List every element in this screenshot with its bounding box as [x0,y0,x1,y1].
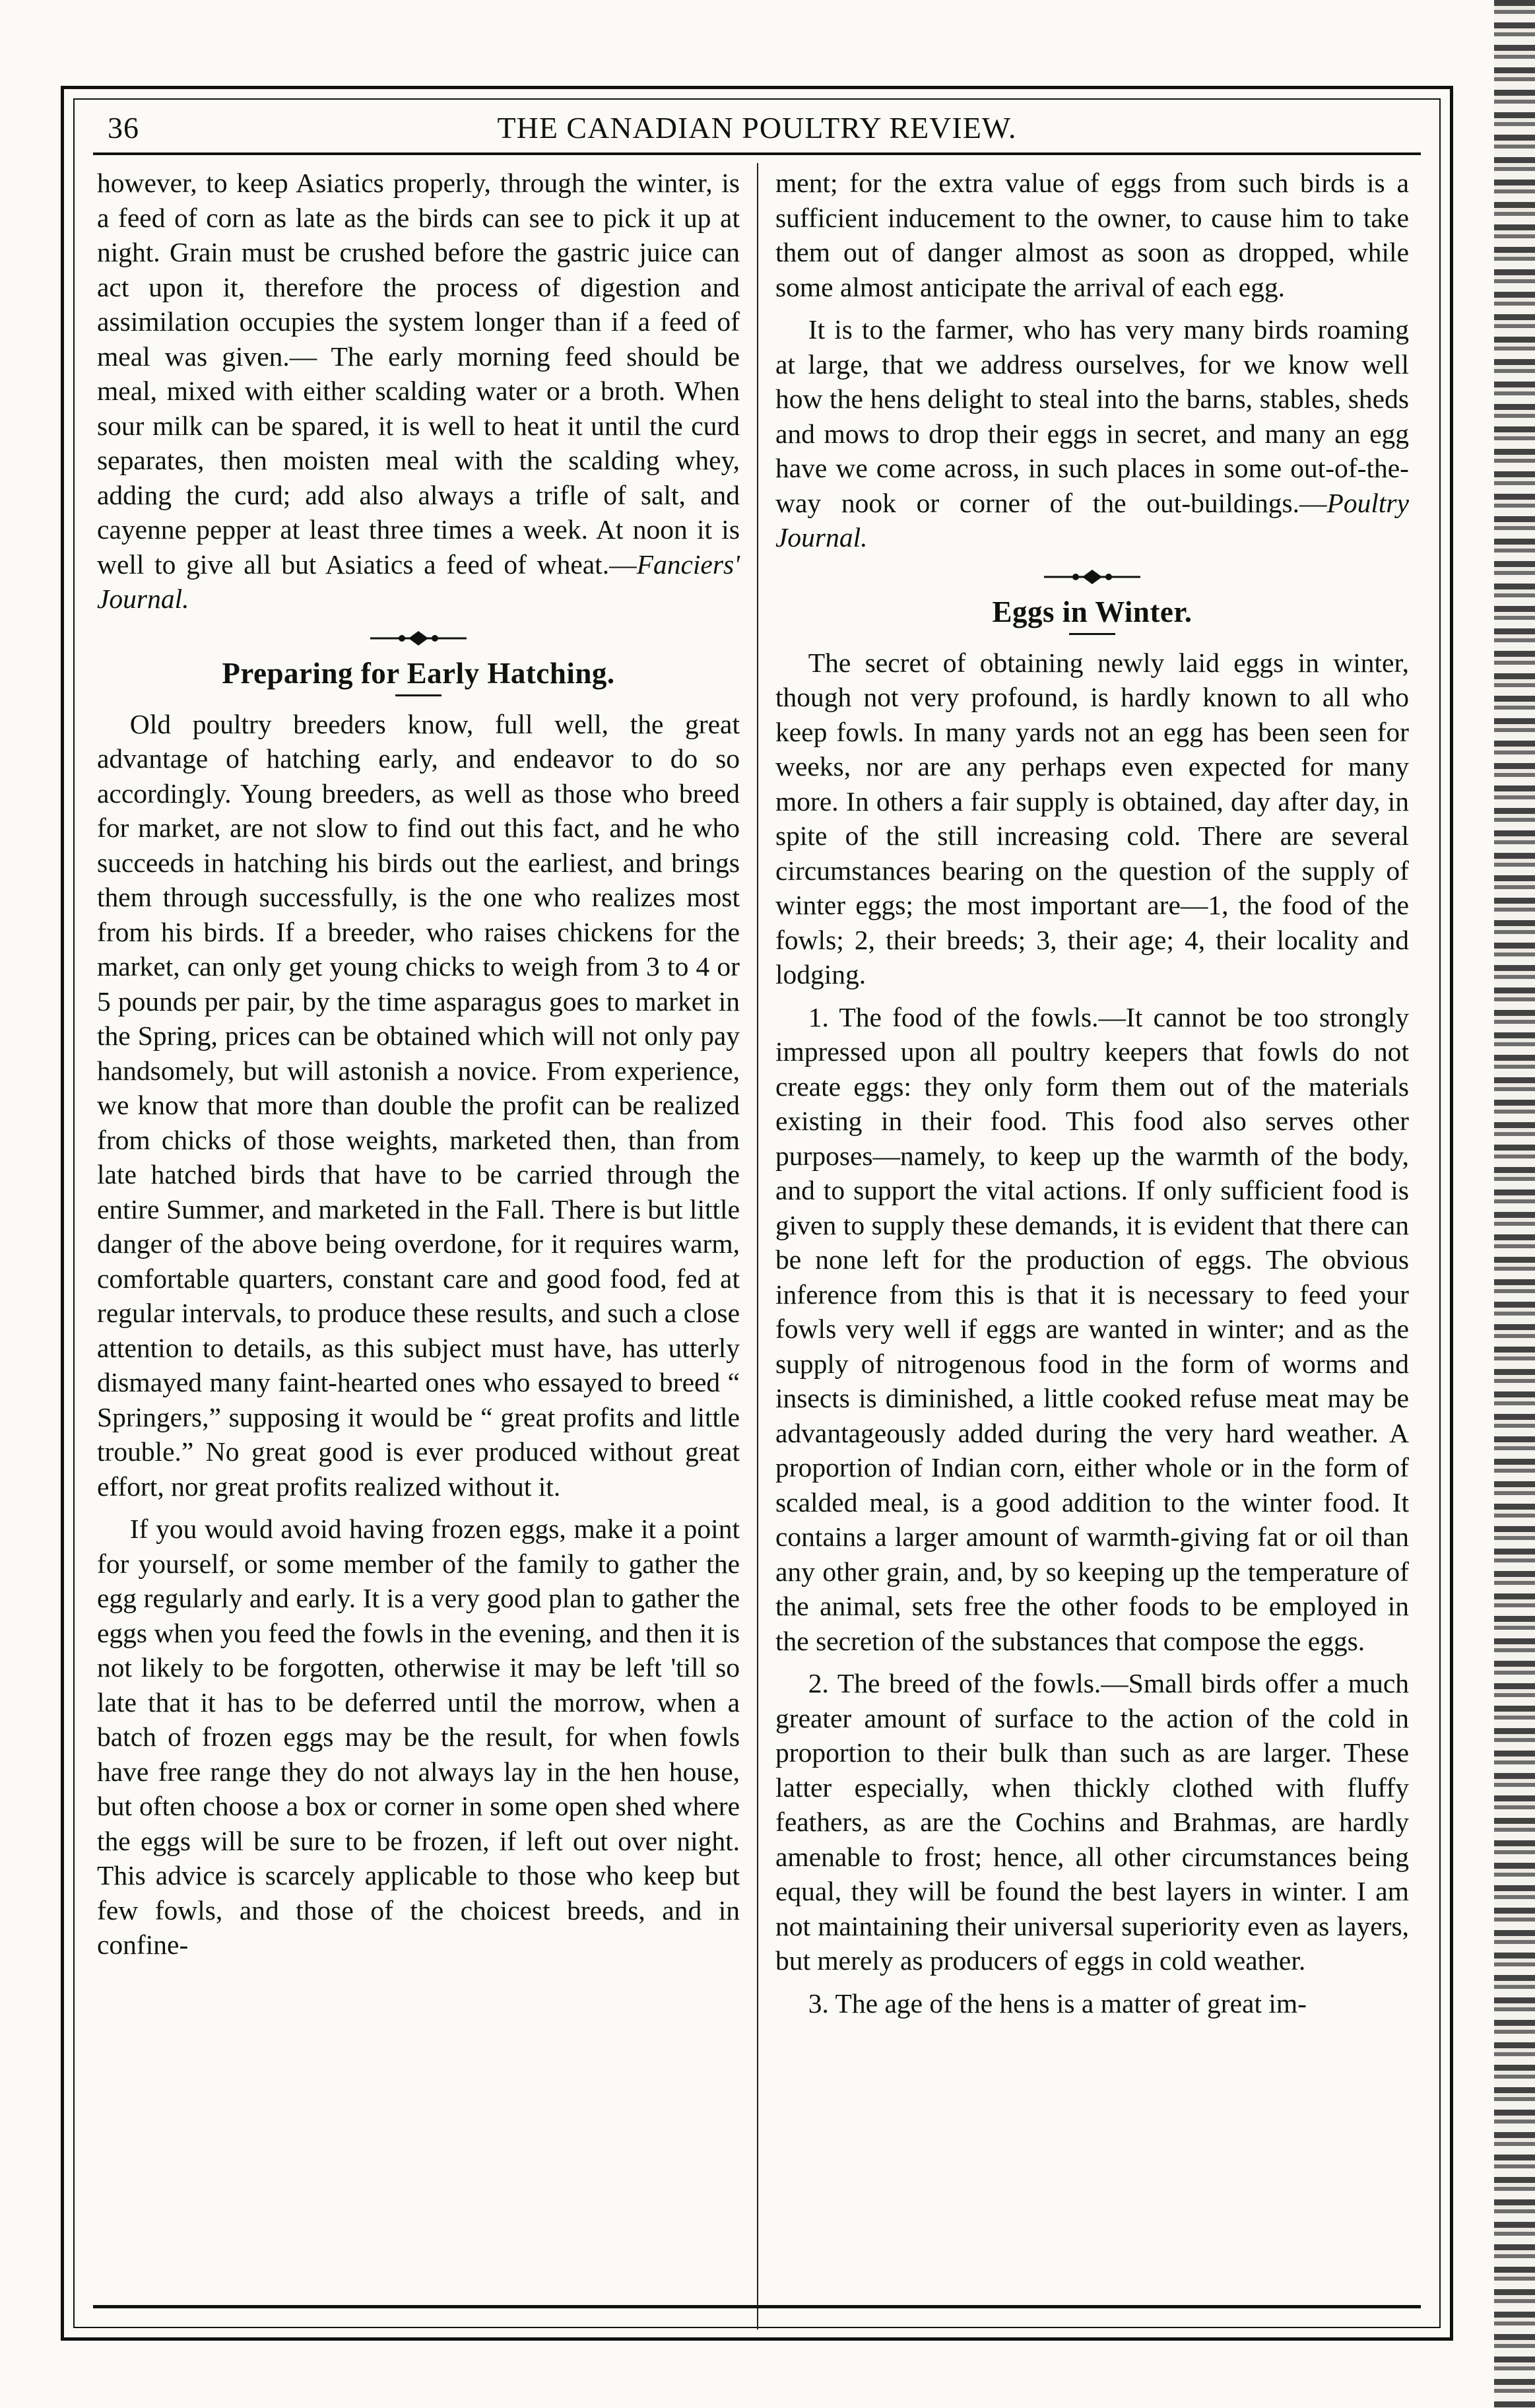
journal-title: THE CANADIAN POULTRY REVIEW. [497,111,1017,145]
bottom-rule [93,2305,1421,2308]
page-number: 36 [108,111,139,145]
section-ornament-divider [369,627,468,650]
article-paragraph [775,312,1409,555]
column-divider [757,163,758,2329]
article-paragraph: 3. The age of the hens is a matter of great im- [808,1988,1307,2019]
right-column [775,166,1409,2021]
article-heading: Eggs in Winter. [992,595,1192,628]
article-paragraph: ment; for the extra value of eggs from such birds is a sufficient inducement to the owner, to cause him to take them out of danger almost as soon as dropped, while some almost anticipate the arrival of each egg. [775,168,1409,302]
article-continuation-text: however, to keep Asiatics properly, through the winter, is a feed of corn as late as the birds can see to pick it up at night. Grain must be crushed before the gastric juice can act upon it, therefore the process of digestion and assimilation occupies the system longer than if a feed of meal was given.— The early morning feed should be meal, mixed with either scalding water or a broth. When sour milk can be spared, it is well to heat it until the curd separates, then moisten meal with the scalding whey, adding the curd; add also always a trifle of salt, and cayenne pepper at least three times a week. At noon it is well to give all but Asiatics a feed of wheat.— [97,168,740,580]
page-frame [61,86,1453,2341]
article-paragraph: If you would avoid having frozen eggs, make it a point for yourself, or some member of the family to gather the egg regularly and early. It is a very good plan to gather the eggs when you feed the fowls in the evening, and then it is not likely to be forgotten, otherwise it may be left 'till so late that it has to be deferred until the morrow, when a batch of frozen eggs may be the result, for when fowls have free range they do not always lay in the hen house, but often choose a box or corner in some open shed where the eggs will be sure to be frozen, if left out over night. This advice is scarcely applicable to those who keep but few fowls, and those of the choicest breeds, and in confine- [97,1514,740,1960]
section-ornament-divider [1043,566,1142,588]
article-source: Fanciers' Journal. [97,549,740,614]
article-paragraph: 1. The food of the fowls.—It cannot be too strongly impressed upon all poultry keepers that fowls do not create eggs: they only form them out of the materials existing in their food. This food also serves other purposes—namely, to keep up the warmth of the body, and to support the vital actions. If only sufficient food is given to supply these demands, it is evident that there can be none left for the production of eggs. The obvious inference from this is that it is necessary to feed your fowls very well if eggs are wanted in winter; and as the supply of nitrogenous food in the form of worms and insects is diminished, a little cooked refuse meat may be advantageously added during the very hard weather. A proportion of Indian corn, either whole or in the form of scalded meal, is a good addition to the winter food. It contains a larger amount of warmth-giving fat or oil than any other grain, and, by so keeping up the temperature of the animal, sets free the other foods to be employed in the secretion of the substances that compose the eggs. [775,1001,1409,1656]
page-header [93,105,1421,155]
article-source: Poultry Journal. [775,487,1409,552]
heading-rule [1069,633,1115,635]
article-continuation [97,166,740,617]
article-paragraph-text: It is to the farmer, who has very many birds roaming at large, that we address ourselves, for we know well how the hens delight to steal into the barns, stables, sheds and mows to drop their eggs in secret, and many an egg have we come across, in such places in some out-of-the-way nook or corner of the out-buildings.— [775,314,1409,518]
article-paragraph: The secret of obtaining newly laid eggs in winter, though not very profound, is hardly known to all who keep fowls. In many yards not an egg has been seen for weeks, nor are any perhaps even expected for many more. In others a fair supply is obtained, day after day, in spite of the still increasing cold. There are several circumstances bearing on the question of the supply of winter eggs; the most important are—1, the food of the fowls; 2, their breeds; 3, their age; 4, their locality and lodging. [775,647,1409,989]
page-inner-frame [73,98,1441,2328]
article-paragraph: 2. The breed of the fowls.—Small birds offer a much greater amount of surface to the action of the cold in proportion to their bulk than such as are larger. These latter especially, when thickly clothed with fluffy feathers, as are the Cochins and Brahmas, are hardly amenable to frost; hence, all other circumstances being equal, they will be found the best layers in winter. I am not maintaining their universal superiority even as layers, but merely as producers of eggs in cold weather. [775,1668,1409,1976]
left-column [97,166,740,1962]
article-heading: Preparing for Early Hatching. [222,656,615,690]
article-paragraph: Old poultry breeders know, full well, the great advantage of hatching early, and endeavor to do so accordingly. Young breeders, as well as those who breed for market, are not slow to find out this fact, and he who succeeds in hatching his birds out the earliest, and brings them through successfully, is the one who realizes most from his birds. If a breeder, who raises chickens for the market, can only get young chicks to weigh from 3 to 4 or 5 pounds per pair, by the time asparagus goes to market in the Spring, prices can be obtained which will not only pay handsomely, but will astonish a novice. From experience, we know that more than double the profit can be realized from chicks of those weights, marketed then, than from late hatched birds that have to be carried through the entire Summer, and marketed in the Fall. There is but little danger of the above being overdone, for it requires warm, comfortable quarters, constant care and good food, fed at regular intervals, to produce these results, and such a close attention to details, as this subject must have, has utterly dismayed many faint-hearted ones who essayed to breed “ Springers,” supposing it would be “ great profits and little trouble.” No great good is ever produced without great effort, nor great profits realized without it. [97,708,740,1502]
book-spine-edge [1494,0,1535,2408]
heading-rule [395,694,441,696]
